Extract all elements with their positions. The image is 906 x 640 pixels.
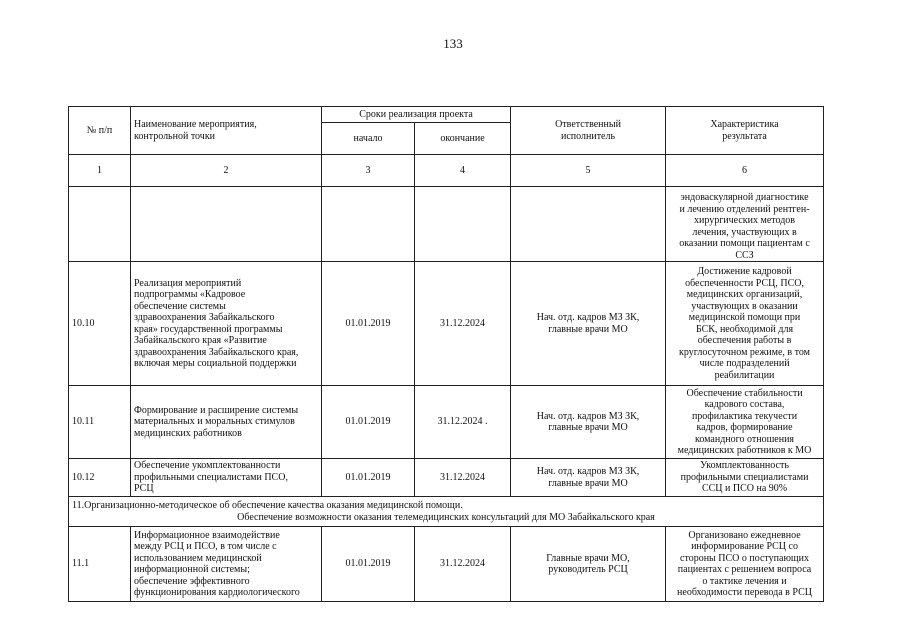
row-start-date: 01.01.2019 <box>322 527 415 602</box>
page-number: 133 <box>443 36 463 51</box>
row-start-date <box>322 187 415 262</box>
row-activity: Формирование и расширение системы материальных и моральных стимулов медицинских работников <box>131 386 322 459</box>
row-activity: Обеспечение укомплектованности профильными специалистами ПСО, РСЦ <box>131 459 322 497</box>
row-result: эндоваскулярной диагностике и лечению отделений рентген- хирургических методов лечения, участвующих в оказании помощи пациентам с ССЗ <box>666 187 824 262</box>
row-responsible: Нач. отд. кадров МЗ ЗК, главные врачи МО <box>511 262 666 386</box>
row-result: Достижение кадровой обеспеченности РСЦ, ПСО, медицинских организаций, участвующих в оказании медицинской помощи при БСК, необходимой для обеспечения работы в круглосуточном режиме, в том числе подразделений реабилитации <box>666 262 824 386</box>
row-end-date: 31.12.2024 <box>415 262 511 386</box>
row-number: 10.12 <box>69 459 131 497</box>
column-number: 3 <box>322 155 415 187</box>
row-activity: Реализация мероприятий подпрограммы «Кадровое обеспечение системы здравоохранения Забайкальского края» государственной программы Забайкальского края «Развитие здравоохранения Забайкальского края, включая меры социальной поддержки <box>131 262 322 386</box>
column-number: 2 <box>131 155 322 187</box>
row-start-date: 01.01.2019 <box>322 386 415 459</box>
row-number: 10.11 <box>69 386 131 459</box>
row-result: Обеспечение стабильности кадрового состава, профилактика текучести кадров, формирование командного отношения медицинских работников к МО <box>666 386 824 459</box>
header-row-1 <box>69 107 824 123</box>
row-activity: Информационное взаимодействие между РСЦ и ПСО, в том числе с использованием медицинской информационной системы; обеспечение эффективного функционирования кардиологического <box>131 527 322 602</box>
header-activity-name: Наименование мероприятия, контрольной точки <box>131 107 322 155</box>
section-heading-row <box>69 497 824 527</box>
table-row <box>69 459 824 497</box>
row-activity <box>131 187 322 262</box>
column-numbers-row <box>69 155 824 187</box>
row-number: 10.10 <box>69 262 131 386</box>
header-number: № п/п <box>69 107 131 155</box>
section-subtitle: Обеспечение возможности оказания телемедицинских консультаций для МО Забайкальского края <box>237 511 655 523</box>
row-start-date: 01.01.2019 <box>322 262 415 386</box>
column-number: 1 <box>69 155 131 187</box>
header-end: окончание <box>415 123 511 155</box>
row-responsible: Главные врачи МО, руководитель РСЦ <box>511 527 666 602</box>
row-start-date: 01.01.2019 <box>322 459 415 497</box>
section-heading <box>69 497 824 527</box>
table-row <box>69 262 824 386</box>
row-number <box>69 187 131 262</box>
header-responsible: Ответственный исполнитель <box>511 107 666 155</box>
column-number: 5 <box>511 155 666 187</box>
row-responsible <box>511 187 666 262</box>
row-end-date <box>415 187 511 262</box>
row-end-date: 31.12.2024 <box>415 459 511 497</box>
row-responsible: Нач. отд. кадров МЗ ЗК, главные врачи МО <box>511 386 666 459</box>
table-row <box>69 527 824 602</box>
table-row <box>69 187 824 262</box>
row-end-date: 31.12.2024 <box>415 527 511 602</box>
table-row <box>69 386 824 459</box>
measures-table <box>68 106 824 602</box>
row-end-date: 31.12.2024 . <box>415 386 511 459</box>
header-result: Характеристика результата <box>666 107 824 155</box>
row-result: Организовано ежедневное информирование РСЦ со стороны ПСО о поступающих пациентах с решением вопроса о тактике лечения и необходимости перевода в РСЦ <box>666 527 824 602</box>
section-title: 11.Организационно-методическое об обеспечение качества оказания медицинской помощи. <box>72 499 463 511</box>
row-responsible: Нач. отд. кадров МЗ ЗК, главные врачи МО <box>511 459 666 497</box>
column-number: 6 <box>666 155 824 187</box>
column-number: 4 <box>415 155 511 187</box>
row-number: 11.1 <box>69 527 131 602</box>
header-start: начало <box>322 123 415 155</box>
row-result: Укомплектованность профильными специалистами ССЦ и ПСО на 90% <box>666 459 824 497</box>
header-project-period: Сроки реализация проекта <box>322 107 511 123</box>
